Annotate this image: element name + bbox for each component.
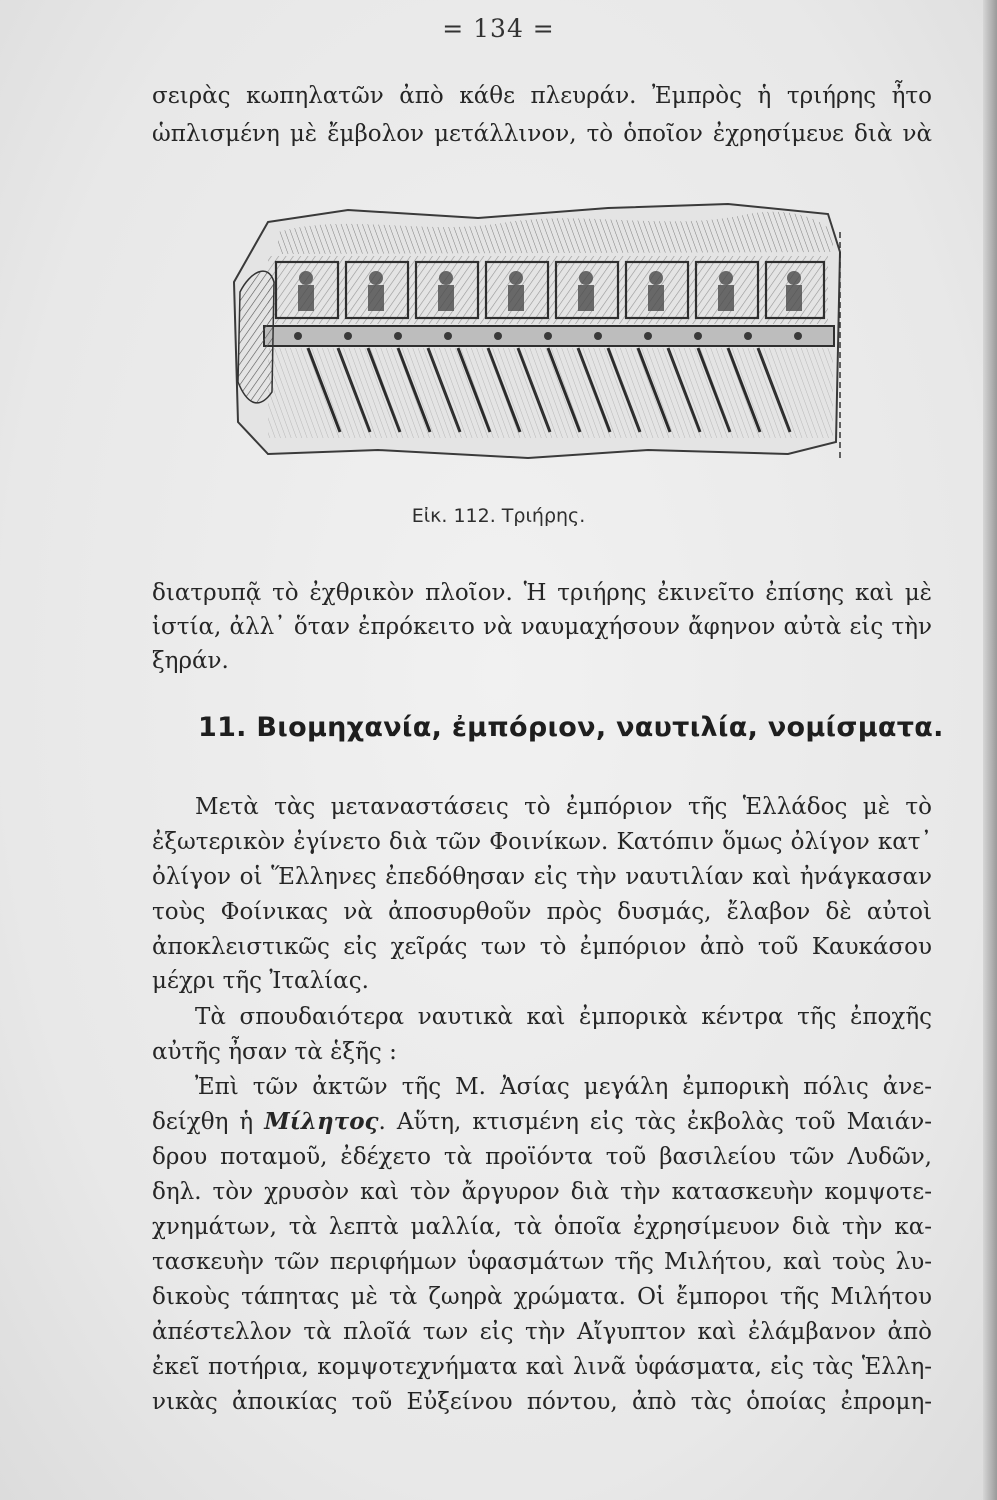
text-line: Μετὰ τὰς μεταναστάσεις τὸ ἐμπόριον τῆς Ἑλλάδος μὲ τὸ	[195, 794, 932, 820]
text-line: αὐτῆς ἦσαν τὰ ἑξῆς :	[152, 1039, 397, 1065]
text-line: ἀπέστελλον τὰ πλοῖά των εἰς τὴν Αἴγυπτον καὶ ἐλάμβανον ἀπὸ	[152, 1319, 932, 1345]
text-line: δικοὺς τάπητας μὲ τὰ ζωηρὰ χρώματα. Οἱ ἔμποροι τῆς Μιλήτου	[152, 1284, 932, 1310]
text-line: δρου ποταμοῦ, ἐδέχετο τὰ προϊόντα τοῦ βασιλείου τῶν Λυδῶν,	[152, 1144, 932, 1170]
text-line: τασκευὴν τῶν περιφήμων ὑφασμάτων τῆς Μιλήτου, καὶ τοὺς λυ-	[152, 1249, 932, 1275]
text-line: νικὰς ἀποικίας τοῦ Εὐξείνου πόντου, ἀπὸ τὰς ὁποίας ἐπρομη-	[152, 1389, 932, 1415]
city-name-miletus: Μίλητος	[264, 1108, 379, 1135]
text-line: ἐξωτερικὸν ἐγίνετο διὰ τῶν Φοινίκων. Κατόπιν ὅμως ὀλίγον κατ᾽	[152, 829, 932, 855]
page-edge-shadow	[983, 0, 997, 1500]
text-line: ὀλίγον οἱ Ἕλληνες ἐπεδόθησαν εἰς τὴν ναυτιλίαν καὶ ἠνάγκασαν	[152, 864, 932, 890]
text-segment: . Αὕτη, κτισμένη εἰς τὰς ἐκβολὰς τοῦ Μαιάν-	[378, 1109, 932, 1135]
text-line: ξηράν.	[152, 648, 229, 674]
text-line: ὡπλισμένη μὲ ἔμβολον μετάλλινον, τὸ ὁποῖον ἐχρησίμευε διὰ νὰ	[152, 121, 932, 147]
section-heading: 11. Βιομηχανία, ἐμπόριον, ναυτιλία, νομίσματα.	[198, 712, 944, 743]
text-line: ἀποκλειστικῶς εἰς χεῖράς των τὸ ἐμπόριον ἀπὸ τοῦ Καυκάσου	[152, 934, 932, 960]
text-segment: δείχθη ἡ	[152, 1109, 265, 1135]
text-line: δηλ. τὸν χρυσὸν καὶ τὸν ἄργυρον διὰ τὴν κατασκευὴν κομψοτε-	[152, 1179, 932, 1205]
text-line: χνημάτων, τὰ λεπτὰ μαλλία, τὰ ὁποῖα ἐχρησίμευον διὰ τὴν κα-	[152, 1214, 932, 1240]
text-line-with-name	[152, 1106, 932, 1138]
page-number: = 134 =	[442, 14, 555, 43]
text-line: ἐκεῖ ποτήρια, κομψοτεχνήματα καὶ λινᾶ ὑφάσματα, εἰς τὰς Ἑλλη-	[152, 1354, 932, 1380]
text-line: διατρυπᾷ τὸ ἐχθρικὸν πλοῖον. Ἡ τριήρης ἐκινεῖτο ἐπίσης καὶ μὲ	[152, 580, 932, 606]
text-line: ἱστία, ἀλλ᾽ ὅταν ἐπρόκειτο νὰ ναυμαχήσουν ἄφηνον αὐτὰ εἰς τὴν	[152, 614, 932, 640]
text-line: Ἐπὶ τῶν ἀκτῶν τῆς Μ. Ἀσίας μεγάλη ἐμπορικὴ πόλις ἀνε-	[195, 1074, 932, 1100]
text-line: μέχρι τῆς Ἰταλίας.	[152, 968, 369, 994]
figure-caption: Εἰκ. 112. Τριήρης.	[411, 505, 586, 527]
text-line: τοὺς Φοίνικας νὰ ἀποσυρθοῦν πρὸς δυσμάς, ἔλαβον δὲ αὐτοὶ	[152, 899, 932, 925]
text-line: σειρὰς κωπηλατῶν ἀπὸ κάθε πλευράν. Ἐμπρὸς ἡ τριήρης ἦτο	[152, 83, 932, 109]
text-line: Τὰ σπουδαιότερα ναυτικὰ καὶ ἐμπορικὰ κέντρα τῆς ἐποχῆς	[195, 1004, 932, 1030]
trireme-relief-illustration	[228, 192, 850, 482]
